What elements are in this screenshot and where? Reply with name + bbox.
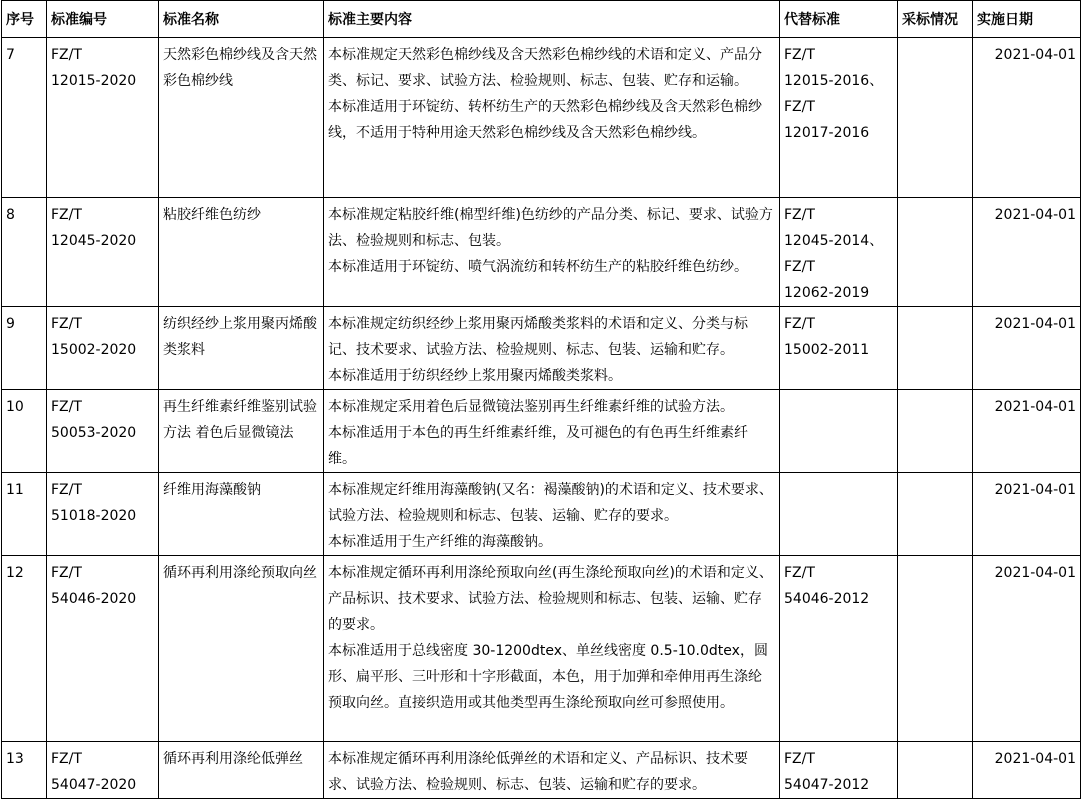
- table-row: [2, 38, 1081, 198]
- standard-name: 循环再利用涤纶预取向丝: [163, 565, 317, 581]
- adoption-cell: [898, 556, 973, 742]
- content-paragraph: 本标准规定采用着色后显微镜法鉴别再生纤维素纤维的试验方法。: [328, 399, 734, 415]
- standard-code-line: 12045-2020: [51, 233, 137, 249]
- implementation-date-cell: [973, 390, 1081, 473]
- content-paragraph: 本标准适用于环锭纺、喷气涡流纺和转杯纺生产的粘胶纤维色纺纱。: [328, 259, 748, 275]
- implementation-date: 2021-04-01: [994, 482, 1076, 498]
- row-no-cell: [2, 390, 47, 473]
- replaced-standard-line: 12062-2019: [784, 285, 870, 301]
- replaced-standard-cell: [780, 742, 898, 799]
- standard-name: 纺织经纱上浆用聚丙烯酸类浆料: [163, 316, 317, 358]
- standard-content-cell: [324, 390, 780, 473]
- standard-name: 天然彩色棉纱线及含天然彩色棉纱线: [163, 47, 317, 89]
- content-paragraph: 本标准适用于环锭纺、转杯纺生产的天然彩色棉纱线及含天然彩色棉纱线，不适用于特种用途天然彩色棉纱线及含天然彩色棉纱线。: [328, 99, 762, 141]
- standard-code-line: 15002-2020: [51, 342, 137, 358]
- content-paragraph: 本标准适用于纺织经纱上浆用聚丙烯酸类浆料。: [328, 368, 622, 384]
- standard-name-cell: [159, 38, 324, 198]
- replaced-standard-line: 12017-2016: [784, 125, 870, 141]
- standard-code-line: FZ/T: [51, 316, 82, 332]
- row-no-cell: [2, 556, 47, 742]
- content-paragraph: 本标准规定粘胶纤维(棉型纤维)色纺纱的产品分类、标记、要求、试验方法、检验规则和标志、包装。: [328, 207, 773, 249]
- standards-table: [1, 0, 1081, 799]
- implementation-date-cell: [973, 198, 1081, 307]
- replaced-standard-line: FZ/T: [784, 565, 815, 581]
- standard-code-line: 51018-2020: [51, 508, 137, 524]
- standard-code-line: FZ/T: [51, 482, 82, 498]
- row-no-cell: [2, 307, 47, 390]
- standard-code-line: FZ/T: [51, 47, 82, 63]
- replaced-standard-line: FZ/T: [784, 99, 815, 115]
- row-no-cell: [2, 38, 47, 198]
- row-no: 11: [6, 482, 24, 498]
- replaced-standard-cell: [780, 556, 898, 742]
- standard-code-line: 54046-2020: [51, 591, 137, 607]
- content-paragraph: 本标准规定纺织经纱上浆用聚丙烯酸类浆料的术语和定义、分类与标记、技术要求、试验方法、检验规则、标志、包装、运输和贮存。: [328, 316, 748, 358]
- standard-code-cell: [47, 198, 159, 307]
- standard-code-cell: [47, 742, 159, 799]
- standard-name: 纤维用海藻酸钠: [163, 482, 261, 498]
- header-content: 标准主要内容: [324, 1, 780, 38]
- replaced-standard-line: FZ/T: [784, 47, 815, 63]
- implementation-date: 2021-04-01: [994, 316, 1076, 332]
- adoption-cell: [898, 38, 973, 198]
- replaced-standard-cell: [780, 307, 898, 390]
- replaced-standard-line: FZ/T: [784, 207, 815, 223]
- replaced-standard-cell: [780, 473, 898, 556]
- content-paragraph: 本标准适用于本色的再生纤维素纤维，及可褪色的有色再生纤维素纤维。: [328, 425, 748, 467]
- standard-code-line: 12015-2020: [51, 73, 137, 89]
- adoption-cell: [898, 390, 973, 473]
- replaced-standard-cell: [780, 390, 898, 473]
- replaced-standard-cell: [780, 198, 898, 307]
- content-paragraph: 本标准规定纤维用海藻酸钠(又名：褐藻酸钠)的术语和定义、技术要求、试验方法、检验规则和标志、包装、运输、贮存的要求。: [328, 482, 773, 524]
- replaced-standard-line: 15002-2011: [784, 342, 870, 358]
- content-paragraph: 本标准规定循环再利用涤纶低弹丝的术语和定义、产品标识、技术要求、试验方法、检验规则、标志、包装、运输和贮存的要求。: [328, 751, 748, 793]
- standard-content-cell: [324, 556, 780, 742]
- table-row: [2, 307, 1081, 390]
- implementation-date-cell: [973, 38, 1081, 198]
- implementation-date: 2021-04-01: [994, 47, 1076, 63]
- standard-content-cell: [324, 198, 780, 307]
- replaced-standard-line: 54046-2012: [784, 591, 870, 607]
- row-no: 9: [6, 316, 15, 332]
- content-paragraph: 本标准适用于生产纤维的海藻酸钠。: [328, 534, 552, 550]
- table-row: [2, 390, 1081, 473]
- implementation-date: 2021-04-01: [994, 399, 1076, 415]
- row-no-cell: [2, 198, 47, 307]
- standard-name-cell: [159, 198, 324, 307]
- row-no: 7: [6, 47, 15, 63]
- replaced-standard-line: 12015-2016、: [784, 73, 884, 89]
- standard-code-line: FZ/T: [51, 565, 82, 581]
- standard-content-cell: [324, 307, 780, 390]
- standard-name: 循环再利用涤纶低弹丝: [163, 751, 303, 767]
- standard-name: 再生纤维素纤维鉴别试验方法 着色后显微镜法: [163, 399, 317, 441]
- implementation-date: 2021-04-01: [994, 565, 1076, 581]
- table-row: [2, 556, 1081, 742]
- standard-content-cell: [324, 473, 780, 556]
- standard-name-cell: [159, 473, 324, 556]
- replaced-standard-cell: [780, 38, 898, 198]
- standard-code-cell: [47, 307, 159, 390]
- standard-code-line: 54047-2020: [51, 777, 137, 793]
- standard-content-cell: [324, 742, 780, 799]
- standard-content-cell: [324, 38, 780, 198]
- row-no: 12: [6, 565, 24, 581]
- replaced-standard-line: FZ/T: [784, 259, 815, 275]
- replaced-standard-line: 12045-2014、: [784, 233, 884, 249]
- replaced-standard-line: 54047-2012: [784, 777, 870, 793]
- row-no: 13: [6, 751, 24, 767]
- replaced-standard-line: FZ/T: [784, 316, 815, 332]
- standard-name: 粘胶纤维色纺纱: [163, 207, 261, 223]
- standard-code-line: FZ/T: [51, 751, 82, 767]
- table-row: [2, 473, 1081, 556]
- standard-code-line: 50053-2020: [51, 425, 137, 441]
- row-no-cell: [2, 473, 47, 556]
- implementation-date: 2021-04-01: [994, 207, 1076, 223]
- row-no: 8: [6, 207, 15, 223]
- standard-name-cell: [159, 390, 324, 473]
- header-code: 标准编号: [47, 1, 159, 38]
- header-name: 标准名称: [159, 1, 324, 38]
- row-no-cell: [2, 742, 47, 799]
- standard-code-line: FZ/T: [51, 207, 82, 223]
- replaced-standard-line: FZ/T: [784, 751, 815, 767]
- standard-code-cell: [47, 390, 159, 473]
- standard-name-cell: [159, 307, 324, 390]
- header-row: [2, 1, 1081, 38]
- adoption-cell: [898, 198, 973, 307]
- adoption-cell: [898, 742, 973, 799]
- row-no: 10: [6, 399, 24, 415]
- standard-name-cell: [159, 556, 324, 742]
- standard-code-line: FZ/T: [51, 399, 82, 415]
- header-adopt: 采标情况: [898, 1, 973, 38]
- content-paragraph: 本标准规定循环再利用涤纶预取向丝(再生涤纶预取向丝)的术语和定义、产品标识、技术要求、试验方法、检验规则和标志、包装、运输、贮存的要求。: [328, 565, 773, 633]
- header-no: 序号: [2, 1, 47, 38]
- adoption-cell: [898, 473, 973, 556]
- table-row: [2, 742, 1081, 799]
- header-replace: 代替标准: [780, 1, 898, 38]
- standard-name-cell: [159, 742, 324, 799]
- implementation-date-cell: [973, 742, 1081, 799]
- adoption-cell: [898, 307, 973, 390]
- table-row: [2, 198, 1081, 307]
- standard-code-cell: [47, 556, 159, 742]
- standard-code-cell: [47, 38, 159, 198]
- implementation-date-cell: [973, 473, 1081, 556]
- standard-code-cell: [47, 473, 159, 556]
- header-date: 实施日期: [973, 1, 1081, 38]
- implementation-date: 2021-04-01: [994, 751, 1076, 767]
- implementation-date-cell: [973, 307, 1081, 390]
- implementation-date-cell: [973, 556, 1081, 742]
- content-paragraph: 本标准规定天然彩色棉纱线及含天然彩色棉纱线的术语和定义、产品分类、标记、要求、试验方法、检验规则、标志、包装、贮存和运输。: [328, 47, 762, 89]
- table-body: [2, 38, 1081, 799]
- content-paragraph: 本标准适用于总线密度 30-1200dtex、单丝线密度 0.5-10.0dtex，圆形、扁平形、三叶形和十字形截面，本色，用于加弹和牵伸用再生涤纶预取向丝。直接织造用或其他类型再生涤纶预取向丝可参照使用。: [328, 643, 768, 711]
